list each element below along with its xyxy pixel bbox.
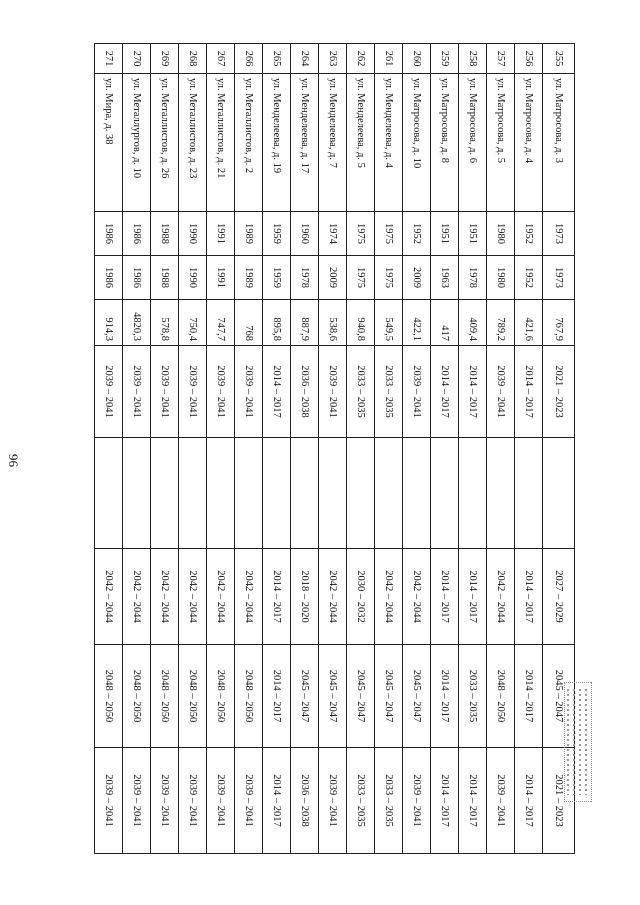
year-overhaul-cell: 1975 (347, 256, 375, 300)
address-cell: ул. Менделеева, д. 7 (319, 74, 347, 212)
period-4-cell: 2048 – 2050 (179, 645, 207, 748)
year-overhaul-cell: 1963 (431, 256, 459, 300)
year-built-cell: 1980 (487, 212, 515, 256)
page-number: 96 (6, 454, 21, 467)
address-cell: ул. Металлистов, д. 26 (151, 74, 179, 212)
period-1-cell: 2039 – 2041 (235, 346, 263, 438)
area-cell: 549,5 (375, 300, 403, 346)
period-2-cell (347, 438, 375, 549)
period-1-cell: 2014 – 2017 (263, 346, 291, 438)
area-cell: 422,1 (403, 300, 431, 346)
period-1-cell: 2033 – 2035 (375, 346, 403, 438)
period-2-cell (151, 438, 179, 549)
address-cell: ул. Менделеева, д. 5 (347, 74, 375, 212)
period-1-cell: 2039 – 2041 (207, 346, 235, 438)
year-built-cell: 1986 (123, 212, 151, 256)
period-3-cell: 2042 – 2044 (235, 549, 263, 645)
table-row (151, 44, 179, 854)
area-cell: 768 (235, 300, 263, 346)
period-3-cell: 2042 – 2044 (403, 549, 431, 645)
period-4-cell: 2048 – 2050 (151, 645, 179, 748)
period-3-cell: 2014 – 2017 (515, 549, 543, 645)
year-overhaul-cell: 1988 (151, 256, 179, 300)
period-1-cell: 2039 – 2041 (179, 346, 207, 438)
year-built-cell: 1951 (431, 212, 459, 256)
year-overhaul-cell: 1978 (291, 256, 319, 300)
area-cell: 747,7 (207, 300, 235, 346)
address-cell: ул. Матросова, д. 4 (515, 74, 543, 212)
year-built-cell: 1952 (515, 212, 543, 256)
period-3-cell: 2042 – 2044 (207, 549, 235, 645)
period-4-cell: 2045 – 2047 (319, 645, 347, 748)
period-5-cell: 2039 – 2041 (95, 748, 123, 854)
period-1-cell: 2039 – 2041 (403, 346, 431, 438)
period-3-cell: 2042 – 2044 (319, 549, 347, 645)
period-2-cell (375, 438, 403, 549)
year-built-cell: 1974 (319, 212, 347, 256)
address-cell: ул. Металлургов, д. 10 (123, 74, 151, 212)
year-built-cell: 1975 (375, 212, 403, 256)
year-overhaul-cell: 2009 (319, 256, 347, 300)
period-4-cell: 2048 – 2050 (207, 645, 235, 748)
period-4-cell: 2014 – 2017 (431, 645, 459, 748)
period-4-cell: 2045 – 2047 (375, 645, 403, 748)
table-row (403, 44, 431, 854)
period-2-cell (487, 438, 515, 549)
year-built-cell: 1960 (291, 212, 319, 256)
period-3-cell: 2042 – 2044 (375, 549, 403, 645)
period-4-cell: 2045 – 2047 (403, 645, 431, 748)
area-cell: 940,8 (347, 300, 375, 346)
period-3-cell: 2014 – 2017 (459, 549, 487, 645)
period-1-cell: 2014 – 2017 (515, 346, 543, 438)
period-5-cell: 2039 – 2041 (179, 748, 207, 854)
rotated-table-wrapper (97, 43, 575, 853)
area-cell: 4820,3 (123, 300, 151, 346)
year-built-cell: 1975 (347, 212, 375, 256)
period-2-cell (431, 438, 459, 549)
address-cell: ул. Матросова, д. 6 (459, 74, 487, 212)
period-5-cell: 2014 – 2017 (459, 748, 487, 854)
year-built-cell: 1991 (207, 212, 235, 256)
row-number-cell: 263 (319, 44, 347, 74)
year-overhaul-cell: 1989 (235, 256, 263, 300)
period-5-cell: 2033 – 2035 (375, 748, 403, 854)
period-5-cell: 2036 – 2038 (291, 748, 319, 854)
table-row (487, 44, 515, 854)
area-cell: 409,4 (459, 300, 487, 346)
period-2-cell (543, 438, 575, 549)
period-5-cell: 2033 – 2035 (347, 748, 375, 854)
area-cell: 914,3 (95, 300, 123, 346)
period-3-cell: 2042 – 2044 (123, 549, 151, 645)
row-number-cell: 259 (431, 44, 459, 74)
area-cell: 578,8 (151, 300, 179, 346)
year-overhaul-cell: 1952 (515, 256, 543, 300)
year-built-cell: 1990 (179, 212, 207, 256)
year-built-cell: 1959 (263, 212, 291, 256)
period-3-cell: 2042 – 2044 (151, 549, 179, 645)
period-2-cell (403, 438, 431, 549)
table-body (95, 44, 575, 854)
period-2-cell (207, 438, 235, 549)
year-built-cell: 1988 (151, 212, 179, 256)
area-cell: 750,4 (179, 300, 207, 346)
period-1-cell: 2039 – 2041 (151, 346, 179, 438)
address-cell: ул. Менделеева, д. 19 (263, 74, 291, 212)
table-row (375, 44, 403, 854)
year-built-cell: 1986 (95, 212, 123, 256)
year-overhaul-cell: 1991 (207, 256, 235, 300)
address-cell: ул. Матросова, д. 8 (431, 74, 459, 212)
year-overhaul-cell: 1986 (95, 256, 123, 300)
table-row (263, 44, 291, 854)
period-5-cell: 2039 – 2041 (487, 748, 515, 854)
period-4-cell: 2033 – 2035 (459, 645, 487, 748)
table-row (319, 44, 347, 854)
period-4-cell: 2045 – 2047 (543, 645, 575, 748)
area-cell: 421,6 (515, 300, 543, 346)
period-3-cell: 2014 – 2017 (431, 549, 459, 645)
year-built-cell: 1952 (403, 212, 431, 256)
period-4-cell: 2014 – 2017 (263, 645, 291, 748)
address-cell: ул. Менделеева, д. 17 (291, 74, 319, 212)
period-5-cell: 2039 – 2041 (235, 748, 263, 854)
address-cell: ул. Менделеева, д. 4 (375, 74, 403, 212)
period-4-cell: 2048 – 2050 (95, 645, 123, 748)
period-2-cell (235, 438, 263, 549)
table-row (235, 44, 263, 854)
table-row (95, 44, 123, 854)
table-row (207, 44, 235, 854)
period-4-cell: 2048 – 2050 (487, 645, 515, 748)
period-2-cell (319, 438, 347, 549)
row-number-cell: 264 (291, 44, 319, 74)
period-5-cell: 2014 – 2017 (431, 748, 459, 854)
period-1-cell: 2021 – 2023 (543, 346, 575, 438)
year-overhaul-cell: 1975 (375, 256, 403, 300)
row-number-cell: 262 (347, 44, 375, 74)
area-cell: 417 (431, 300, 459, 346)
row-number-cell: 255 (543, 44, 575, 74)
period-2-cell (291, 438, 319, 549)
year-overhaul-cell: 2009 (403, 256, 431, 300)
period-2-cell (459, 438, 487, 549)
period-1-cell: 2039 – 2041 (319, 346, 347, 438)
table-row (515, 44, 543, 854)
row-number-cell: 266 (235, 44, 263, 74)
period-4-cell: 2014 – 2017 (515, 645, 543, 748)
period-5-cell: 2039 – 2041 (151, 748, 179, 854)
period-3-cell: 2042 – 2044 (179, 549, 207, 645)
period-1-cell: 2014 – 2017 (459, 346, 487, 438)
period-5-cell: 2014 – 2017 (515, 748, 543, 854)
area-cell: 767,9 (543, 300, 575, 346)
period-3-cell: 2030 – 2032 (347, 549, 375, 645)
period-5-cell: 2014 – 2017 (263, 748, 291, 854)
period-1-cell: 2039 – 2041 (487, 346, 515, 438)
row-number-cell: 270 (123, 44, 151, 74)
year-overhaul-cell: 1959 (263, 256, 291, 300)
period-5-cell: 2021 – 2023 (543, 748, 575, 854)
period-2-cell (515, 438, 543, 549)
row-number-cell: 257 (487, 44, 515, 74)
year-overhaul-cell: 1973 (543, 256, 575, 300)
period-4-cell: 2045 – 2047 (347, 645, 375, 748)
row-number-cell: 267 (207, 44, 235, 74)
period-1-cell: 2033 – 2035 (347, 346, 375, 438)
table-row (347, 44, 375, 854)
period-2-cell (123, 438, 151, 549)
row-number-cell: 260 (403, 44, 431, 74)
period-3-cell: 2027 – 2029 (543, 549, 575, 645)
period-1-cell: 2014 – 2017 (431, 346, 459, 438)
row-number-cell: 261 (375, 44, 403, 74)
period-5-cell: 2039 – 2041 (319, 748, 347, 854)
area-cell: 538,6 (319, 300, 347, 346)
year-overhaul-cell: 1986 (123, 256, 151, 300)
year-overhaul-cell: 1978 (459, 256, 487, 300)
address-cell: ул. Матросова, д. 5 (487, 74, 515, 212)
row-number-cell: 256 (515, 44, 543, 74)
address-cell: ул. Матросова, д. 10 (403, 74, 431, 212)
period-4-cell: 2048 – 2050 (123, 645, 151, 748)
area-cell: 789,2 (487, 300, 515, 346)
row-number-cell: 265 (263, 44, 291, 74)
year-built-cell: 1973 (543, 212, 575, 256)
row-number-cell: 268 (179, 44, 207, 74)
period-1-cell: 2039 – 2041 (95, 346, 123, 438)
address-cell: ул. Металлистов, д. 2 (235, 74, 263, 212)
stamp-mark (564, 682, 592, 802)
table-row (179, 44, 207, 854)
address-cell: ул. Металлистов, д. 23 (179, 74, 207, 212)
period-1-cell: 2039 – 2041 (123, 346, 151, 438)
period-3-cell: 2042 – 2044 (487, 549, 515, 645)
period-2-cell (179, 438, 207, 549)
row-number-cell: 271 (95, 44, 123, 74)
period-1-cell: 2036 – 2038 (291, 346, 319, 438)
period-2-cell (95, 438, 123, 549)
area-cell: 887,9 (291, 300, 319, 346)
year-built-cell: 1951 (459, 212, 487, 256)
area-cell: 895,8 (263, 300, 291, 346)
period-3-cell: 2018 – 2020 (291, 549, 319, 645)
year-overhaul-cell: 1980 (487, 256, 515, 300)
address-cell: ул. Мира, д. 38 (95, 74, 123, 212)
table-row (431, 44, 459, 854)
period-3-cell: 2042 – 2044 (95, 549, 123, 645)
address-cell: ул. Металлистов, д. 21 (207, 74, 235, 212)
period-5-cell: 2039 – 2041 (123, 748, 151, 854)
period-4-cell: 2045 – 2047 (291, 645, 319, 748)
row-number-cell: 269 (151, 44, 179, 74)
period-5-cell: 2039 – 2041 (403, 748, 431, 854)
row-number-cell: 258 (459, 44, 487, 74)
year-overhaul-cell: 1990 (179, 256, 207, 300)
period-3-cell: 2014 – 2017 (263, 549, 291, 645)
table-row (459, 44, 487, 854)
table-row (291, 44, 319, 854)
table-row (123, 44, 151, 854)
address-cell: ул. Матросова, д. 3 (543, 74, 575, 212)
year-built-cell: 1989 (235, 212, 263, 256)
period-4-cell: 2048 – 2050 (235, 645, 263, 748)
period-5-cell: 2039 – 2041 (207, 748, 235, 854)
period-2-cell (263, 438, 291, 549)
overhaul-schedule-table (94, 43, 575, 854)
